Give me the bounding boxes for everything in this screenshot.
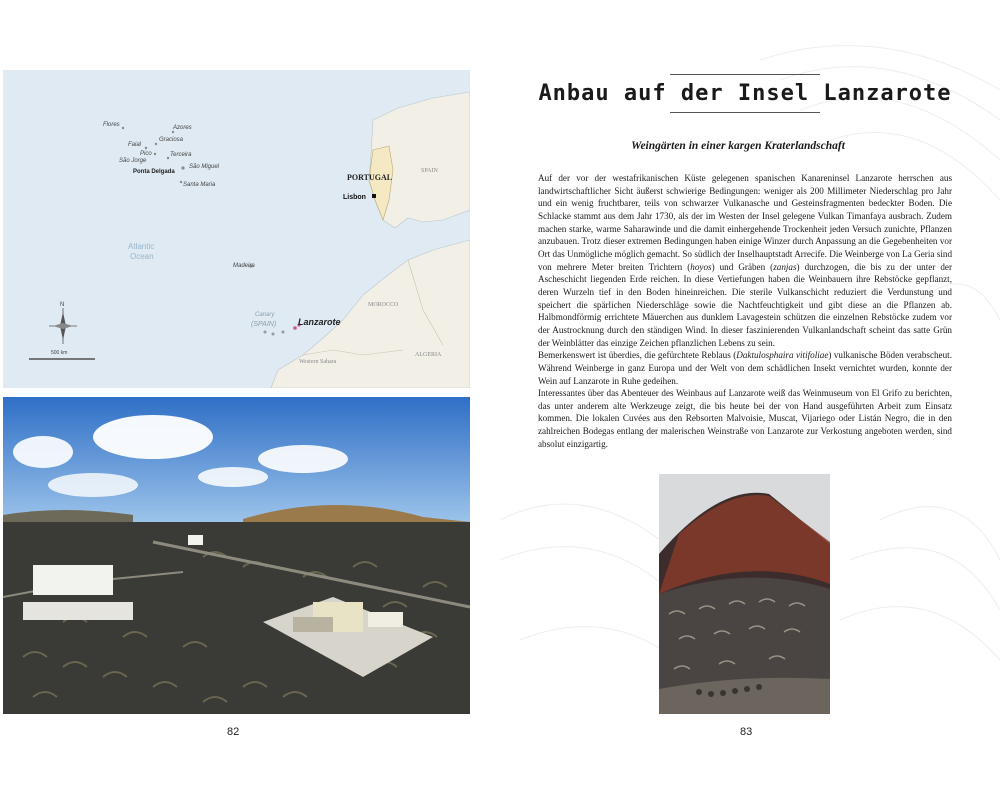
page-number-left: 82 xyxy=(227,726,240,738)
title-block xyxy=(530,74,960,113)
map-label-north: N xyxy=(60,302,65,308)
title-rule-top xyxy=(670,74,820,75)
map-label-sao-miguel: São Miguel xyxy=(189,164,220,170)
page-title: Anbau auf der Insel Lanzarote xyxy=(538,81,952,106)
paragraph-1-text-a: Auf der vor der westafrikanischen Küste gelegenen spanischen Kanareninsel Lanzarote herrschen aus landwirtschaftlicher Sicht äußerst schwierige Bedingungen: weniger als 200 Millimeter Niederschlag pro Jahr und ein wenig fruchtbarer, teils von schwarzer Vulkanasche und Gesteinsfragmenten bedeckter Boden. Die Schlacke stammt aus dem Jahr 1730, als der im Westen der Insel gelegene Vulkan Timanfaya ausbrach. Zudem machen starke, warme Saharawinde und die damit einhergehende Trockenheit jeden Versuch zunichte, Pflanzen anzubauen. Trotz dieser extremen Bedingungen haben einige Winzer durch Anpassung an die Gegebenheiten vor Ort das Unmögliche möglich gemacht. So südlich der Inselhauptstadt Arrecife. Die Weinberge von La Geria sind von mehrere Meter breiten Trichtern ( xyxy=(538,173,952,272)
title-rule-bottom xyxy=(670,112,820,113)
paragraph-3-text: Interessantes über das Abenteuer des Weinbaus auf Lanzarote weiß das Weinmuseum von El Grifo zu berichten, das unter anderem alte Werkzeuge zeigt, die bis heute bei der von Hand ausgeführten Arbeit zum Einsatz kommen. Die lokalen Cuvées aus den Rebsorten Malvoisie, Muscat, Vijariego oder Listán Negro, die in den zahlreichen Bodegas entlang der malerischen Weinstraße von Lanzarote zur Verkostung angeboten werden, sind absolut einzigartig. xyxy=(538,388,952,449)
map-label-terceira: Terceira xyxy=(170,152,192,158)
paragraph-1-text-c: ) durchzogen, die bis zu der unter der Ascheschicht liegenden Erde reichen. In diese Vertiefungen haben die Weinbauern ihre Rebstöcke gepflanzt, deren Wurzeln tief in den Boden hineinreichen. Die sterile Vulkanschicht reduziert die Verdunstung und speichert die spärlichen Niederschläge sowie die Nachtfeuchtigkeit und gibt diese an die Pflanzen ab. Halbmondförmig errichtete Mäuerchen aus dunklem Lavagestein schützen die einzelnen Rebstöcke zudem vor der Austrocknung durch den ständigen Wind. In dieser faszinierenden Vulkanlandschaft scheint das satte Grün der Weinblätter das einzige Zeichen pflanzlichen Lebens zu sein. xyxy=(538,261,952,348)
map-label-lanzarote: Lanzarote xyxy=(298,317,341,327)
paragraph-2-text-a: Bemerkenswert ist überdies, die gefürchtete Reblaus ( xyxy=(538,350,737,361)
map-label-santa-maria: Santa Maria xyxy=(183,182,216,188)
map-label-madeira: Madeira xyxy=(233,263,255,269)
term-daktulosphaira: Daktulosphaira vitifoliae xyxy=(736,350,829,361)
paragraph-2 xyxy=(538,349,952,387)
map xyxy=(3,70,470,388)
page-subtitle: Weingärten in einer kargen Kraterlandschaft xyxy=(631,140,845,152)
term-hoyos: hoyos xyxy=(690,261,712,272)
aerial-vineyard-image xyxy=(3,397,470,714)
map-label-sao-jorge: São Jorge xyxy=(119,158,147,164)
map-label-canary: Canary xyxy=(255,312,275,318)
map-label-lisbon: Lisbon xyxy=(343,194,366,201)
article-body xyxy=(538,172,952,450)
paragraph-1 xyxy=(538,172,952,349)
map-label-faial: Faial xyxy=(128,142,142,148)
paragraph-1-text-b: ) und Gräben ( xyxy=(711,261,774,272)
page-number-right: 83 xyxy=(740,726,753,738)
map-graphic xyxy=(3,70,470,388)
paragraph-3 xyxy=(538,387,952,450)
map-label-ponta-delgada: Ponta Delgada xyxy=(133,169,175,175)
map-label-morocco: MOROCCO xyxy=(368,302,399,308)
map-label-ocean: Ocean xyxy=(130,252,154,261)
map-label-western-sahara: Western Sahara xyxy=(299,359,337,365)
map-label-spain-canary: (SPAIN) xyxy=(251,321,277,328)
volcano-vineyard-image xyxy=(659,474,830,714)
map-label-algeria: ALGERIA xyxy=(415,352,442,358)
map-label-graciosa: Graciosa xyxy=(159,137,184,143)
map-label-spain: SPAIN xyxy=(421,168,438,174)
map-label-pico: Pico xyxy=(140,151,152,157)
paragraph-2-text-b: ) vulkanische Böden verabscheut. Während Weinberge in ganz Europa und der Welt von dem schädlichen Insekt vernichtet wurden, konnte der Wein auf Lanzarote in Ruhe gedeihen. xyxy=(538,350,952,386)
term-zanjas: zanjas xyxy=(773,261,797,272)
map-label-atlantic: Atlantic xyxy=(128,242,155,251)
map-label-flores: Flores xyxy=(103,122,120,128)
map-label-azores: Azores xyxy=(173,125,192,131)
map-label-scale: 500 km xyxy=(51,350,68,356)
map-label-portugal: PORTUGAL xyxy=(347,173,393,182)
vineyard-photo xyxy=(3,397,470,714)
volcano-photo xyxy=(659,474,830,714)
